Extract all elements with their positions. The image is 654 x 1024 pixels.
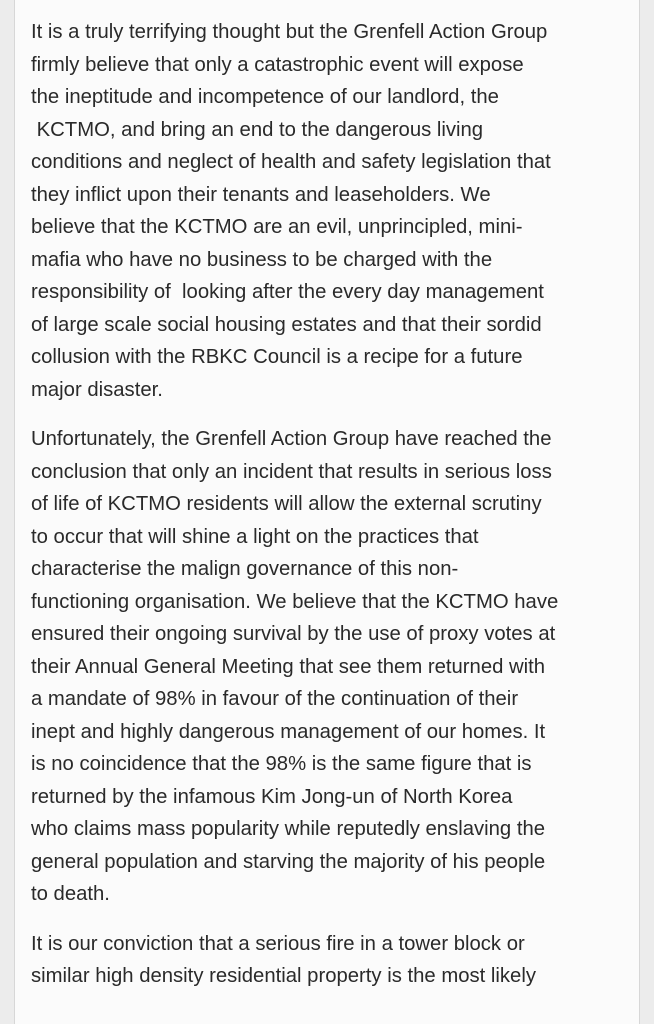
text-line: their Annual General Meeting that see them returned with: [31, 655, 546, 678]
paragraph-3: [31, 928, 629, 993]
paragraph-1: [31, 16, 629, 406]
text-line: conclusion that only an incident that results in serious loss: [31, 460, 552, 483]
text-line: functioning organisation. We believe that the KCTMO have: [31, 590, 559, 613]
text-line: firmly believe that only a catastrophic event will expose: [31, 53, 524, 76]
text-line: KCTMO, and bring an end to the dangerous living: [31, 118, 484, 141]
text-line: characterise the malign governance of this non-: [31, 558, 459, 580]
paragraph-2: [31, 423, 629, 911]
text-line: who claims mass popularity while reputedly enslaving the: [31, 818, 546, 840]
text-line: mafia who have no business to be charged with the: [31, 248, 493, 271]
text-line: of large scale social housing estates and that their sordid: [31, 313, 542, 336]
text-line: responsibility of looking after the every day management: [31, 281, 544, 303]
text-line: of life of KCTMO residents will allow the external scrutiny: [31, 493, 542, 515]
text-line: the ineptitude and incompetence of our landlord, the: [31, 86, 499, 108]
text-line: a mandate of 98% in favour of the continuation of their: [31, 688, 519, 710]
document-page: [14, 0, 640, 1024]
text-line: It is a truly terrifying thought but the Grenfell Action Group: [31, 21, 548, 43]
text-line: conditions and neglect of health and safety legislation that: [31, 151, 551, 173]
article-body: [15, 0, 639, 993]
text-line: ensured their ongoing survival by the use of proxy votes at: [31, 623, 556, 645]
text-line: is no coincidence that the 98% is the same figure that is: [31, 753, 532, 775]
text-line: general population and starving the majority of his people: [31, 850, 546, 873]
text-line: It is our conviction that a serious fire in a tower block or: [31, 932, 525, 955]
text-line: similar high density residential property is the most likely: [31, 965, 536, 987]
text-line: believe that the KCTMO are an evil, unprincipled, mini-: [31, 216, 523, 238]
text-line: collusion with the RBKC Council is a recipe for a future: [31, 346, 523, 368]
text-line: inept and highly dangerous management of our homes. It: [31, 720, 546, 743]
text-line: returned by the infamous Kim Jong-un of North Korea: [31, 785, 513, 808]
text-line: to occur that will shine a light on the practices that: [31, 525, 479, 548]
text-line: Unfortunately, the Grenfell Action Group have reached the: [31, 428, 552, 450]
text-line: they inflict upon their tenants and leaseholders. We: [31, 183, 491, 206]
text-line: to death.: [31, 883, 110, 905]
text-line: major disaster.: [31, 378, 163, 401]
